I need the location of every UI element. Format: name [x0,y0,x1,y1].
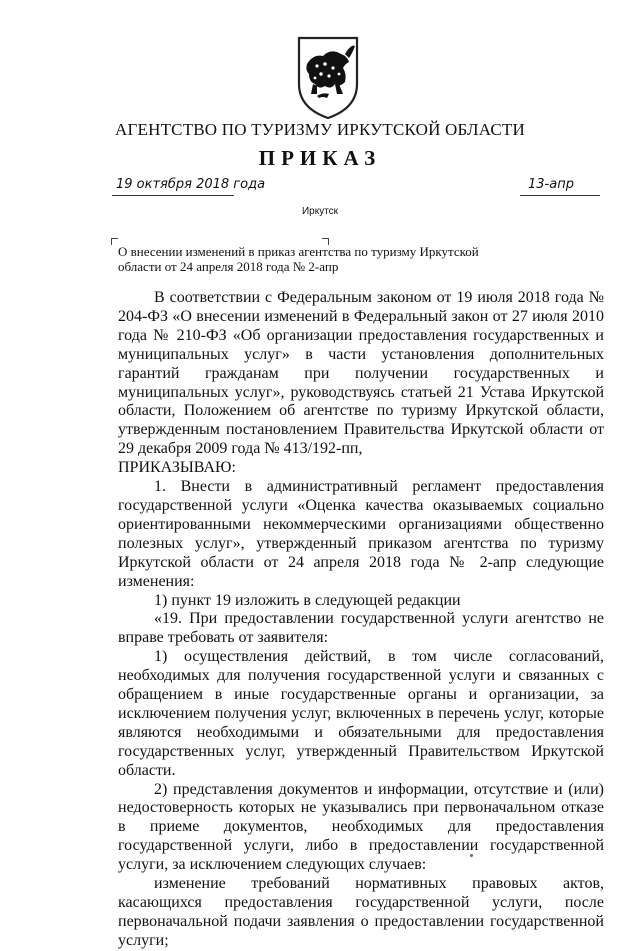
subject-bracket-left [111,238,118,245]
date-underline [112,195,234,196]
document-title: ПРИКАЗ [258,146,382,170]
scan-speck [470,854,473,857]
city-label: Иркутск [301,206,339,217]
order-body [118,289,604,951]
agency-name: АГЕНТСТВО ПО ТУРИЗМУ ИРКУТСКОЙ ОБЛАСТИ [115,120,525,139]
order-subject: О внесении изменений в приказ агентства по туризму Иркутской области от 24 апреля 2018 года № 2-апр [118,244,479,274]
item-1-paragraph: 1. Внести в административный регламент предоставления государственной услуги «Оценка качества оказываемых социально ориентированными некоммерческими организациями общественно полезных услуг», утвержденный приказом агентства по туризму Иркутской области от 24 апреля 2018 года № 2-апр следующие изменения: [118,478,604,590]
coat-of-arms-emblem [295,34,361,120]
handwritten-order-number: 13-апр [528,177,574,192]
preamble-paragraph: В соответствии с Федеральным законом от 19 июля 2018 года № 204-ФЗ «О внесении изменений в Федеральный закон от 27 июля 2010 года № 210-ФЗ «Об организации предоставления государственных и муниципальных услуг» в части установления дополнительных гарантий гражданам при получении государственных и муниципальных услуг», руководствуясь статьей 21 Устава Иркутской области, Положением об агентстве по туризму Иркутской области, утвержденным постановлением Правительства Иркутской области от 29 декабря 2009 года № 413/192-пп, [118,289,604,458]
handwritten-date: 19 октября 2018 года [116,177,266,192]
clause-19-paragraph: «19. При предоставлении государственной услуги агентство не вправе требовать от заявителя: [118,610,604,647]
clause-19-2-paragraph: 2) представления документов и информации, отсутствие и (или) недостоверность которых не указывались при первоначальном отказе в приеме документов, необходимых для предоставления государственной услуги, либо в предоставлении государственной услуги, за исключением следующих случаев: [118,780,604,874]
subitem-1-paragraph: 1) пункт 19 изложить в следующей редакции [154,591,461,609]
exception-paragraph: изменение требований нормативных правовых актов, касающихся предоставления государственной услуги, после первоначальной подачи заявления о предоставлении государственной услуги; [118,875,604,949]
order-keyword: ПРИКАЗЫВАЮ: [118,459,236,477]
number-underline [520,195,600,196]
clause-19-1-paragraph: 1) осуществления действий, в том числе согласований, необходимых для получения государственной услуги и связанных с обращением в иные государственные органы и организации, за исключением получения услуг, включенных в перечень услуг, которые являются необходимыми и обязательными для предоставления государственных услуг, утвержденный Правительством Иркутской области. [118,648,604,779]
